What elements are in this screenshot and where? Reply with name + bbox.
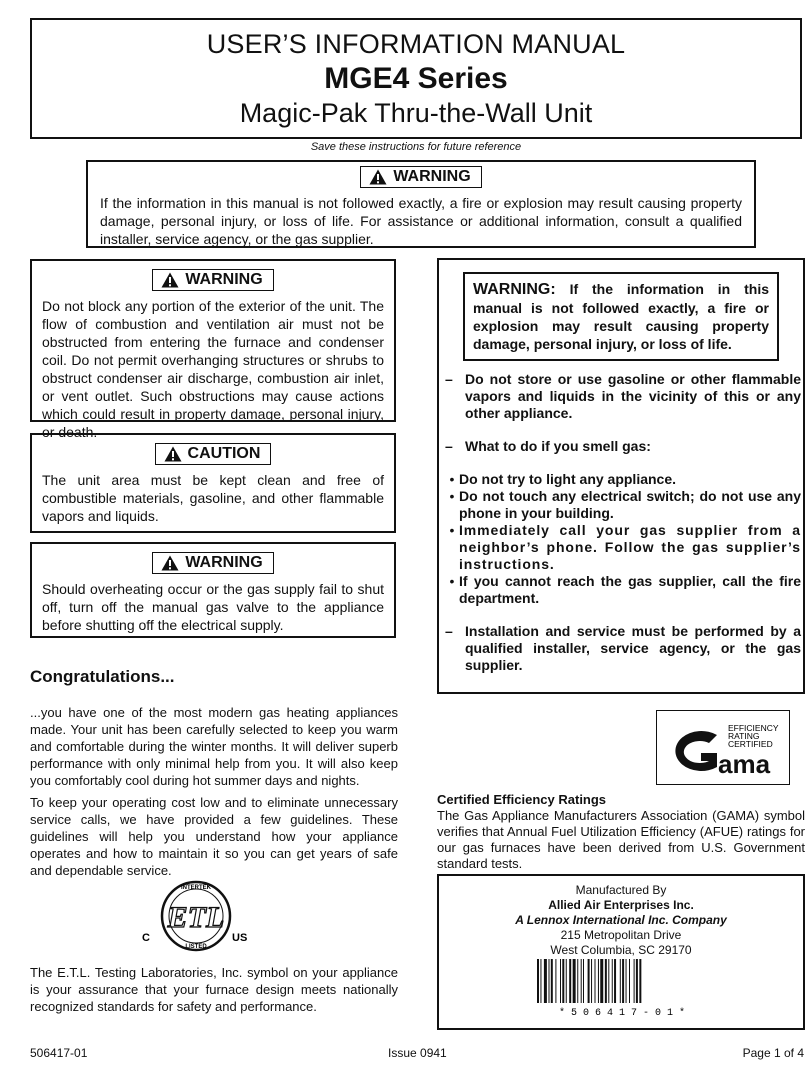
gama-logo <box>656 710 790 785</box>
list-item: • Immediately call your gas supplier from a neighbor’s phone. Follow the gas supplier’s instructions. <box>449 522 801 572</box>
barcode-bar <box>612 959 613 1003</box>
barcode-bar <box>626 959 627 1003</box>
gas-safety-box <box>437 258 805 694</box>
address-line2: West Columbia, SC 29170 <box>550 943 692 957</box>
barcode-text: * 5 0 6 4 1 7 - 0 1 * <box>558 1008 686 1017</box>
gama-logo-graphic <box>657 711 788 783</box>
list-item: • Do not try to light any appliance. <box>449 471 677 487</box>
etl-paragraph: The E.T.L. Testing Laboratories, Inc. symbol on your appliance is your assurance that your furnace design meets nationally recognized standards for safety and performance. <box>30 965 398 1014</box>
gas-safety-instructions <box>445 371 801 690</box>
barcode-bar <box>540 959 541 1003</box>
barcode-bar <box>537 959 539 1003</box>
barcode-bar <box>598 959 599 1003</box>
series-title: MGE4 Series <box>324 62 508 95</box>
barcode-bar <box>573 959 576 1003</box>
barcode-bar <box>629 959 630 1003</box>
instruction-item: – Installation and service must be performed by a qualified installer, service agency, or the gas supplier. <box>445 623 801 673</box>
barcode-bar <box>595 959 596 1003</box>
parent-company: A Lennox International Inc. Company <box>515 913 727 927</box>
caution-text: The unit area must be kept clean and free of combustible materials, gasoline, and other flammable vapors and liquids. <box>42 472 384 524</box>
warning-overheating-text: Should overheating occur or the gas supply fail to shut off, turn off the manual gas valve to the appliance before shutting off the electrical supply. <box>42 581 384 633</box>
barcode-bar <box>566 959 567 1003</box>
list-item: • Do not touch any electrical switch; do not use any phone in your building. <box>449 488 801 521</box>
barcode-bar <box>605 959 607 1003</box>
address-line1: 215 Metropolitan Drive <box>560 928 682 942</box>
etl-c-text: C <box>142 932 150 944</box>
warning-label-text: WARNING <box>393 168 471 185</box>
page-number: Page 1 of 4 <box>742 1046 804 1060</box>
manual-title: USER’S INFORMATION MANUAL <box>206 29 626 59</box>
instruction-item: – Do not store or use gasoline or other flammable vapors and liquids in the vicinity of this or any other appliance. <box>445 371 801 421</box>
etl-intertek-text: INTERTEK <box>181 885 211 891</box>
barcode-bar <box>555 959 556 1003</box>
efficiency-heading: Certified Efficiency Ratings <box>437 792 607 807</box>
warning-exterior-text: Do not block any portion of the exterior of the unit. The flow of combustion and ventilation air must not be obstructed from entering the furnace and condenser coil. Do not permit overhanging structures or shrubs to obstruct condenser air discharge, combustion air inlet, or vent outlet. Such obstructions may cause actions which could result in property damage, personal injury, or death. <box>42 298 384 440</box>
warning-label <box>360 166 481 188</box>
efficiency-text: The Gas Appliance Manufacturers Association (GAMA) symbol verifies that Annual Fuel Utilization Efficiency (AFUE) ratings for our gas furnaces have been derived from U.S. Government standard tests. <box>437 808 805 871</box>
warning-overheating-box <box>30 542 396 638</box>
inner-warning-lead: WARNING: <box>473 281 556 298</box>
warning-label-text: WARNING <box>185 271 263 288</box>
etl-us-text: US <box>232 932 248 944</box>
smell-gas-list <box>445 471 801 607</box>
instruction-text: Do not store or use gasoline or other flammable vapors and liquids in the vicinity of this or any other appliance. <box>465 371 801 421</box>
barcode-bar <box>620 959 621 1003</box>
barcode-bar <box>544 959 547 1003</box>
inner-warning-box <box>463 272 779 361</box>
guidelines-paragraph: To keep your operating cost low and to eliminate unnecessary service calls, we have provided a few guidelines. These guidelines will help you understand how your appliance operates and how to maintain it so you can get years of safe and dependable service. <box>30 795 398 878</box>
barcode <box>537 959 707 1017</box>
gama-line2: RATING <box>728 731 760 741</box>
barcode-bar <box>636 959 638 1003</box>
caution-triangle-icon <box>164 446 182 462</box>
etl-listed-text: LISTED <box>185 944 207 950</box>
warning-label <box>152 552 273 574</box>
document-number: 506417-01 <box>30 1046 88 1060</box>
barcode-bar <box>560 959 561 1003</box>
instruction-item: – What to do if you smell gas: <box>445 438 651 454</box>
instruction-text: Installation and service must be performed by a qualified installer, service agency, or the gas supplier. <box>465 623 801 673</box>
issue-number: Issue 0941 <box>388 1046 447 1060</box>
barcode-bar <box>549 959 550 1003</box>
warning-exterior-box <box>30 259 396 440</box>
manufactured-by: Manufactured By <box>575 883 667 897</box>
warning-top-box <box>86 160 756 248</box>
warning-triangle-icon <box>369 169 387 185</box>
barcode-bar <box>639 959 641 1003</box>
gama-line1: EFFICIENCY <box>728 723 779 733</box>
etl-listed-logo <box>140 878 252 954</box>
warning-top-text: If the information in this manual is not followed exactly, a fire or explosion may result causing property damage, personal injury, or loss of life. For assistance or additional information, consult a qualified installer, service agency, or the gas supplier. <box>100 195 742 247</box>
congratulations-heading: Congratulations... <box>30 667 175 686</box>
barcode-bar <box>583 959 584 1003</box>
barcode-bar <box>562 959 564 1003</box>
barcode-bar <box>622 959 624 1003</box>
inner-warning-text: If the information in this manual is not followed exactly, a fire or explosion may result causing property damage, personal injury, or loss of life. <box>473 281 770 352</box>
intro-paragraph: ...you have one of the most modern gas heating appliances made. Your unit has been carefully selected to keep you warm and comfortable during the winter months. It will deliver superb performance with only minimal help from you. It will also keep you comfortably cool during hot summer days and nights. <box>30 705 398 788</box>
title-box <box>30 18 802 139</box>
warning-triangle-icon <box>161 272 179 288</box>
warning-label-text: WARNING <box>185 554 263 571</box>
gama-line3: CERTIFIED <box>728 739 773 749</box>
instruction-text: What to do if you smell gas: <box>465 438 651 454</box>
barcode-bar <box>577 959 578 1003</box>
barcode-bar <box>608 959 609 1003</box>
barcode-bar <box>614 959 616 1003</box>
caution-label <box>155 443 272 465</box>
warning-triangle-icon <box>161 555 179 571</box>
list-item: • If you cannot reach the gas supplier, call the fire department. <box>449 573 801 606</box>
etl-mark-text: ETL <box>167 901 225 934</box>
caution-box <box>30 433 396 533</box>
barcode-bar <box>634 959 635 1003</box>
manufacturer-box <box>437 874 805 1030</box>
barcode-bar <box>591 959 592 1003</box>
caution-label-text: CAUTION <box>187 445 261 462</box>
barcode-bar <box>600 959 603 1003</box>
company-name: Allied Air Enterprises Inc. <box>548 898 694 912</box>
save-note: Save these instructions for future reference <box>310 141 522 153</box>
unit-subtitle: Magic-Pak Thru-the-Wall Unit <box>239 98 593 128</box>
barcode-bar <box>581 959 582 1003</box>
barcode-bar <box>551 959 553 1003</box>
warning-label <box>152 269 273 291</box>
gama-brand: ama <box>718 749 771 779</box>
barcode-bar <box>569 959 571 1003</box>
barcode-bar <box>588 959 590 1003</box>
